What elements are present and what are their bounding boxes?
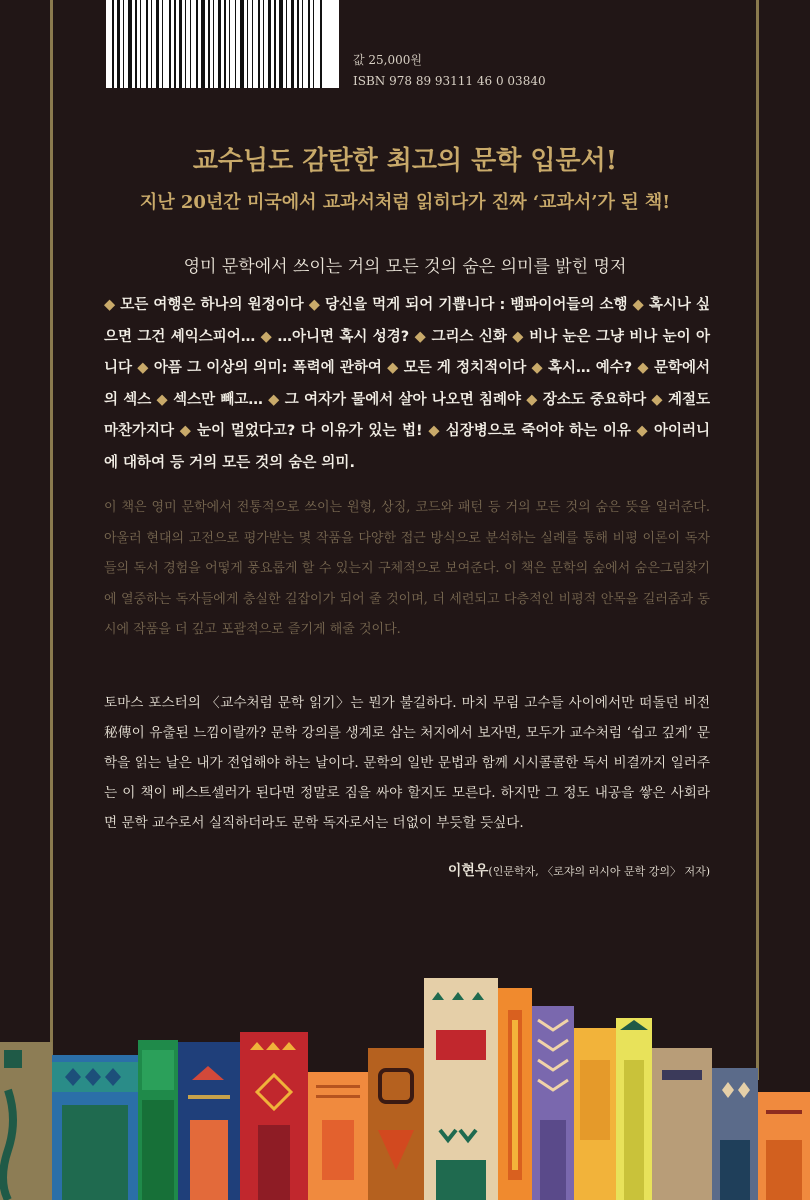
diamond-bullet-icon: ◆: [308, 297, 326, 313]
barcode-bar: [201, 0, 205, 88]
chapter-title: 모든 게 정치적이다: [403, 360, 532, 376]
barcode-bar: [151, 0, 152, 88]
barcode-bar: [135, 0, 137, 88]
diamond-bullet-icon: ◆: [387, 360, 404, 376]
barcode-bar: [117, 0, 120, 88]
barcode-bar: [185, 0, 186, 88]
chapter-title: 비나 눈은 그냥 비나 눈이 아니다: [104, 328, 710, 376]
chapter-title: 장소도 중요하다: [542, 391, 652, 408]
barcode-bar: [146, 0, 148, 88]
book-spine-10: [532, 1006, 574, 1200]
barcode-bar: [274, 0, 276, 88]
barcode-bar: [218, 0, 221, 88]
price-block: [353, 50, 546, 92]
diamond-bullet-icon: ◆: [428, 423, 446, 439]
chapter-title: 그리스 신화: [431, 328, 513, 345]
barcode-bar: [263, 0, 264, 88]
barcode-bar: [112, 0, 114, 88]
barcode-bar: [140, 0, 141, 88]
barcode-bar: [252, 0, 253, 88]
review-quote: 토마스 포스터의 〈교수처럼 문학 읽기〉는 뭔가 불길하다. 마치 무림 고수들 사이에서만 떠돌던 비전秘傳이 유출된 느낌이랄까? 문학 강의를 생계로 삼는 처지에서 보자면, 모두가 교수처럼 ‘쉽고 깊게’ 문학을 읽는 날은 내가 전업해야 하는 날이다. 문학의 일반 문법과 함께 시시콜콜한 독서 비결까지 일러주는 이 책이 베스트셀러가 된다면 정말로 짐을 싸야 할지도 모른다. 하지만 그 정도 내공을 쌓은 사회라면 문학 교수로서 실직하더라도 문학 독자로서는 더없이 부듯할 듯싶다.: [104, 695, 710, 831]
barcode-bar: [320, 0, 322, 88]
book-spine-2: [52, 1055, 138, 1200]
book-spine-14: [712, 1068, 758, 1200]
chapter-title: 아픔 그 이상의 의미: 폭력에 관하여: [153, 360, 388, 376]
reviewer-credit: [104, 860, 710, 880]
book-spine-12: [616, 1018, 652, 1200]
barcode-bar: [174, 0, 176, 88]
chapter-title: 그 여자가 물에서 살아 나오면 침례야: [284, 391, 527, 408]
chapter-list-tail: 등 거의 모든 것의 숨은 의미.: [170, 454, 355, 471]
barcode-bar: [235, 0, 236, 88]
diamond-bullet-icon: ◆: [637, 360, 654, 376]
barcode-bar: [240, 0, 244, 88]
barcode-bar: [156, 0, 159, 88]
book-spine-1: [0, 1042, 52, 1200]
barcode-bar: [190, 0, 191, 88]
diamond-bullet-icon: ◆: [651, 391, 668, 408]
barcode-bar: [286, 0, 287, 88]
diamond-bullet-icon: ◆: [179, 423, 198, 439]
reviewer-description: (인문학자, 〈로쟈의 러시아 문학 강의〉 저자): [488, 865, 710, 878]
barcode-bar: [302, 0, 303, 88]
barcode-bar: [196, 0, 198, 88]
chapter-title: 눈이 멀었다고? 다 이유가 있는 법!: [197, 423, 429, 439]
reviewer-name: 이현우: [447, 863, 489, 879]
diamond-bullet-icon: ◆: [268, 391, 285, 408]
book-spine-3: [138, 1040, 178, 1200]
barcode-bar: [229, 0, 230, 88]
barcode-bar: [179, 0, 182, 88]
diamond-bullet-icon: ◆: [104, 297, 121, 313]
chapter-list: [104, 290, 710, 479]
subheadline: 지난 20년간 미국에서 교과서처럼 읽히다가 진짜 ‘교과서’가 된 책!: [139, 192, 671, 213]
chapter-title: 당신을 먹게 되어 기쁩니다 : 뱀파이어들의 소행: [325, 297, 633, 313]
barcode-bar: [247, 0, 248, 88]
chapter-title: 심장병으로 죽어야 하는 이유: [445, 423, 637, 439]
barcode-bar: [128, 0, 132, 88]
barcode-bar: [213, 0, 214, 88]
book-spine-15: [758, 1092, 810, 1200]
barcode-bar: [268, 0, 271, 88]
price-text: 값 25,000원: [353, 53, 422, 67]
diamond-bullet-icon: ◆: [260, 328, 278, 345]
barcode-bar: [308, 0, 310, 88]
barcode-bar: [279, 0, 283, 88]
book-spine-11: [574, 1028, 616, 1200]
barcode-bar: [208, 0, 210, 88]
diamond-bullet-icon: ◆: [512, 328, 530, 345]
chapter-title: 계절도 마찬가지다: [104, 391, 710, 439]
diamond-bullet-icon: ◆: [526, 391, 543, 408]
barcode: [106, 0, 339, 88]
diamond-bullet-icon: ◆: [531, 360, 549, 376]
tagline: 영미 문학에서 쓰이는 거의 모든 것의 숨은 의미를 밝힌 명저: [183, 257, 627, 277]
chapter-title: 혹시나 싶으면 그건 셰익스피어…: [104, 297, 711, 345]
book-spine-7: [368, 1048, 424, 1200]
diamond-bullet-icon: ◆: [137, 360, 154, 376]
isbn-text: ISBN 978 89 93111 46 0 03840: [353, 74, 546, 88]
book-description: 이 책은 영미 문학에서 전통적으로 쓰이는 원형, 상징, 코드와 패턴 등 거의 모든 것의 숨은 뜻을 일러준다. 아울러 현대의 고전으로 평가받는 몇 작품을 다양한 접근 방식으로 분석하는 실례를 통해 비평 이론이 독자들의 독서 경험을 어떻게 풍요롭게 할 수 있는지 구체적으로 보여준다. 이 책은 문학의 숲에서 숨은그림찾기에 열중하는 독자들에게 충실한 길잡이가 되어 줄 것이며, 더 세련되고 다층적인 비평적 안목을 길러줌과 동시에 작품을 더 깊고 포괄적으로 즐기게 해줄 것이다.: [104, 500, 710, 637]
barcode-bar: [291, 0, 294, 88]
book-spine-6: [308, 1072, 368, 1200]
barcode-bar: [297, 0, 299, 88]
chapter-title: 섹스만 빼고…: [173, 391, 269, 408]
barcode-bar: [258, 0, 260, 88]
chapter-title: 문학에서의 섹스: [104, 360, 711, 408]
barcode-bar: [169, 0, 171, 88]
book-spine-13: [652, 1048, 712, 1200]
chapter-title: 아이러니에 대하여: [104, 423, 711, 471]
diamond-bullet-icon: ◆: [636, 423, 654, 439]
chapter-title: 모든 여행은 하나의 원정이다: [120, 297, 309, 313]
book-spine-5: [240, 1032, 308, 1200]
book-spine-4: [178, 1042, 240, 1200]
diamond-bullet-icon: ◆: [156, 391, 174, 408]
barcode-bar: [123, 0, 124, 88]
book-spine-9: [498, 988, 532, 1200]
book-spine-8: [424, 978, 498, 1200]
barcode-graphic: [106, 0, 339, 88]
chapter-title: 혹시… 예수?: [548, 360, 638, 376]
barcode-bar: [224, 0, 226, 88]
headline: 교수님도 감탄한 최고의 문학 입문서!: [192, 146, 618, 176]
chapter-title: …아니면 혹시 성경?: [277, 328, 415, 345]
bookshelf-illustration: [0, 970, 810, 1200]
diamond-bullet-icon: ◆: [414, 328, 432, 345]
barcode-bar: [313, 0, 314, 88]
diamond-bullet-icon: ◆: [632, 297, 649, 313]
barcode-bar: [162, 0, 163, 88]
